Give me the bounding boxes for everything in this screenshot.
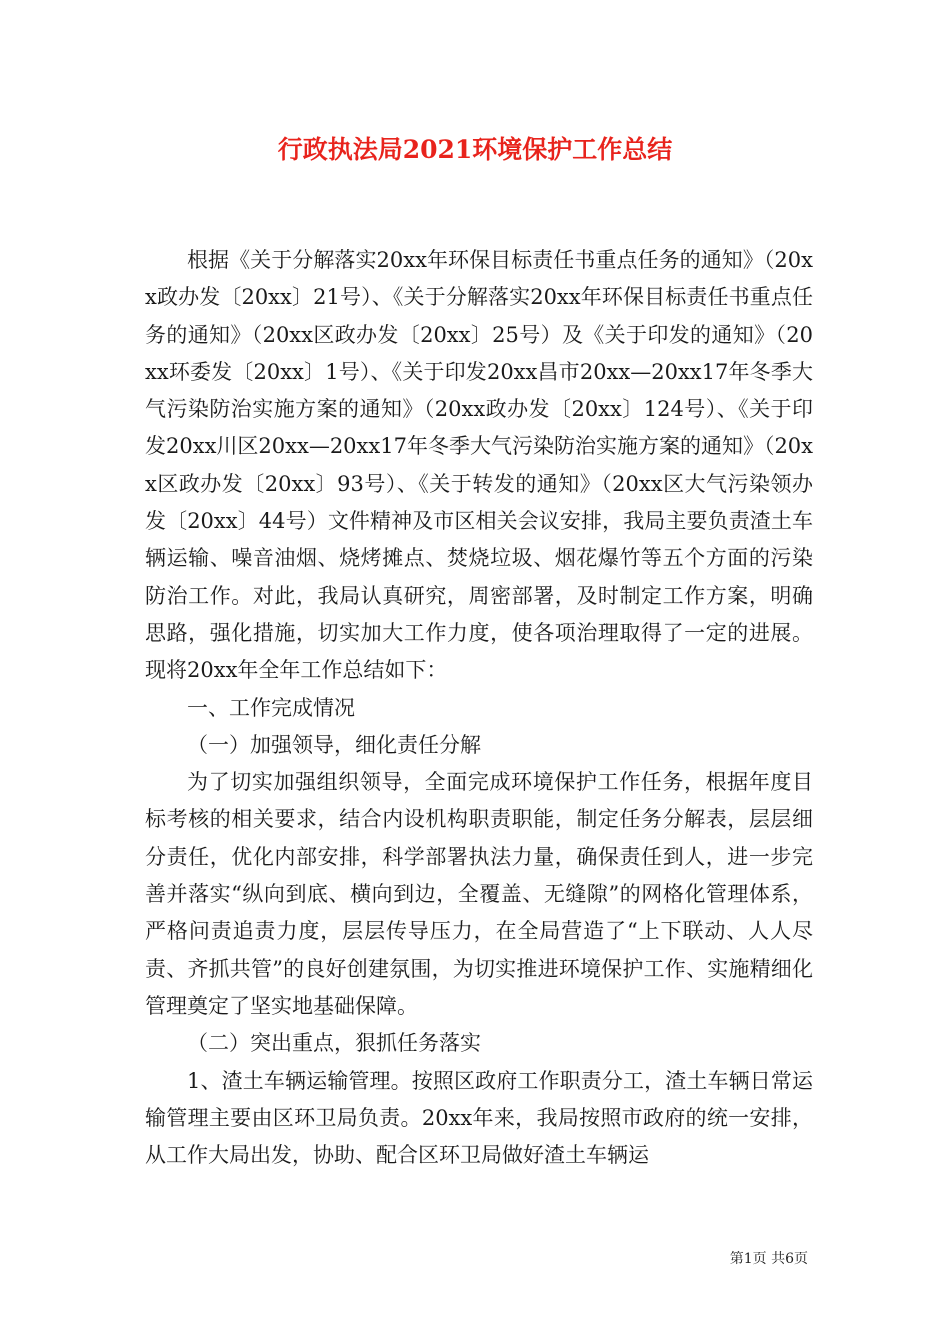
document-title: 行政执法局2021环境保护工作总结 bbox=[277, 135, 673, 164]
leadership-paragraph: 为了切实加强组织领导，全面完成环境保护工作任务，根据年度目标考核的相关要求，结合内设机构职责职能，制定任务分解表，层层细分责任，优化内部安排，科学部署执法力量，确保责任到人，进一步完善并落实“纵向到底、横向到边，全覆盖、无缝隙”的网格化管理体系，严格问责追责力度，层层传导压力，在全局营造了“上下联动、人人尽责、齐抓共管”的良好创建氛围，为切实推进环境保护工作、实施精细化管理奠定了坚实地基础保障。 bbox=[145, 770, 813, 1018]
section-heading-1: 一、工作完成情况 bbox=[187, 695, 355, 720]
page-number-footer: 第1页 共6页 bbox=[729, 1251, 808, 1267]
subsection-heading-1: （一）加强领导，细化责任分解 bbox=[187, 732, 481, 757]
document-body bbox=[145, 242, 813, 1174]
muck-truck-paragraph: 1、渣土车辆运输管理。按照区政府工作职责分工，渣土车辆日常运输管理主要由区环卫局负责。20xx年来，我局按照市政府的统一安排，从工作大局出发，协助、配合区环卫局做好渣土车辆运 bbox=[145, 1068, 813, 1168]
subsection-heading-2: （二）突出重点，狠抓任务落实 bbox=[187, 1031, 481, 1056]
intro-paragraph: 根据《关于分解落实20xx年环保目标责任书重点任务的通知》（20xx政办发〔20xx〕21号）、《关于分解落实20xx年环保目标责任书重点任务的通知》（20xx区政办发〔20xx〕25号）及《关于印发的通知》（20xx环委发〔20xx〕1号）、《关于印发20xx昌市20xx—20xx17年冬季大气污染防治实施方案的通知》（20xx政办发〔20xx〕124号）、《关于印发20xx川区20xx—20xx17年冬季大气污染防治实施方案的通知》（20xx区政办发〔20xx〕93号）、《关于转发的通知》（20xx区大气污染领办发〔20xx〕44号）文件精神及市区相关会议安排，我局主要负责渣土车辆运输、噪音油烟、烧烤摊点、焚烧垃圾、烟花爆竹等五个方面的污染防治工作。对此，我局认真研究，周密部署，及时制定工作方案，明确思路，强化措施，切实加大工作力度，使各项治理取得了一定的进展。现将20xx年全年工作总结如下： bbox=[145, 248, 814, 683]
